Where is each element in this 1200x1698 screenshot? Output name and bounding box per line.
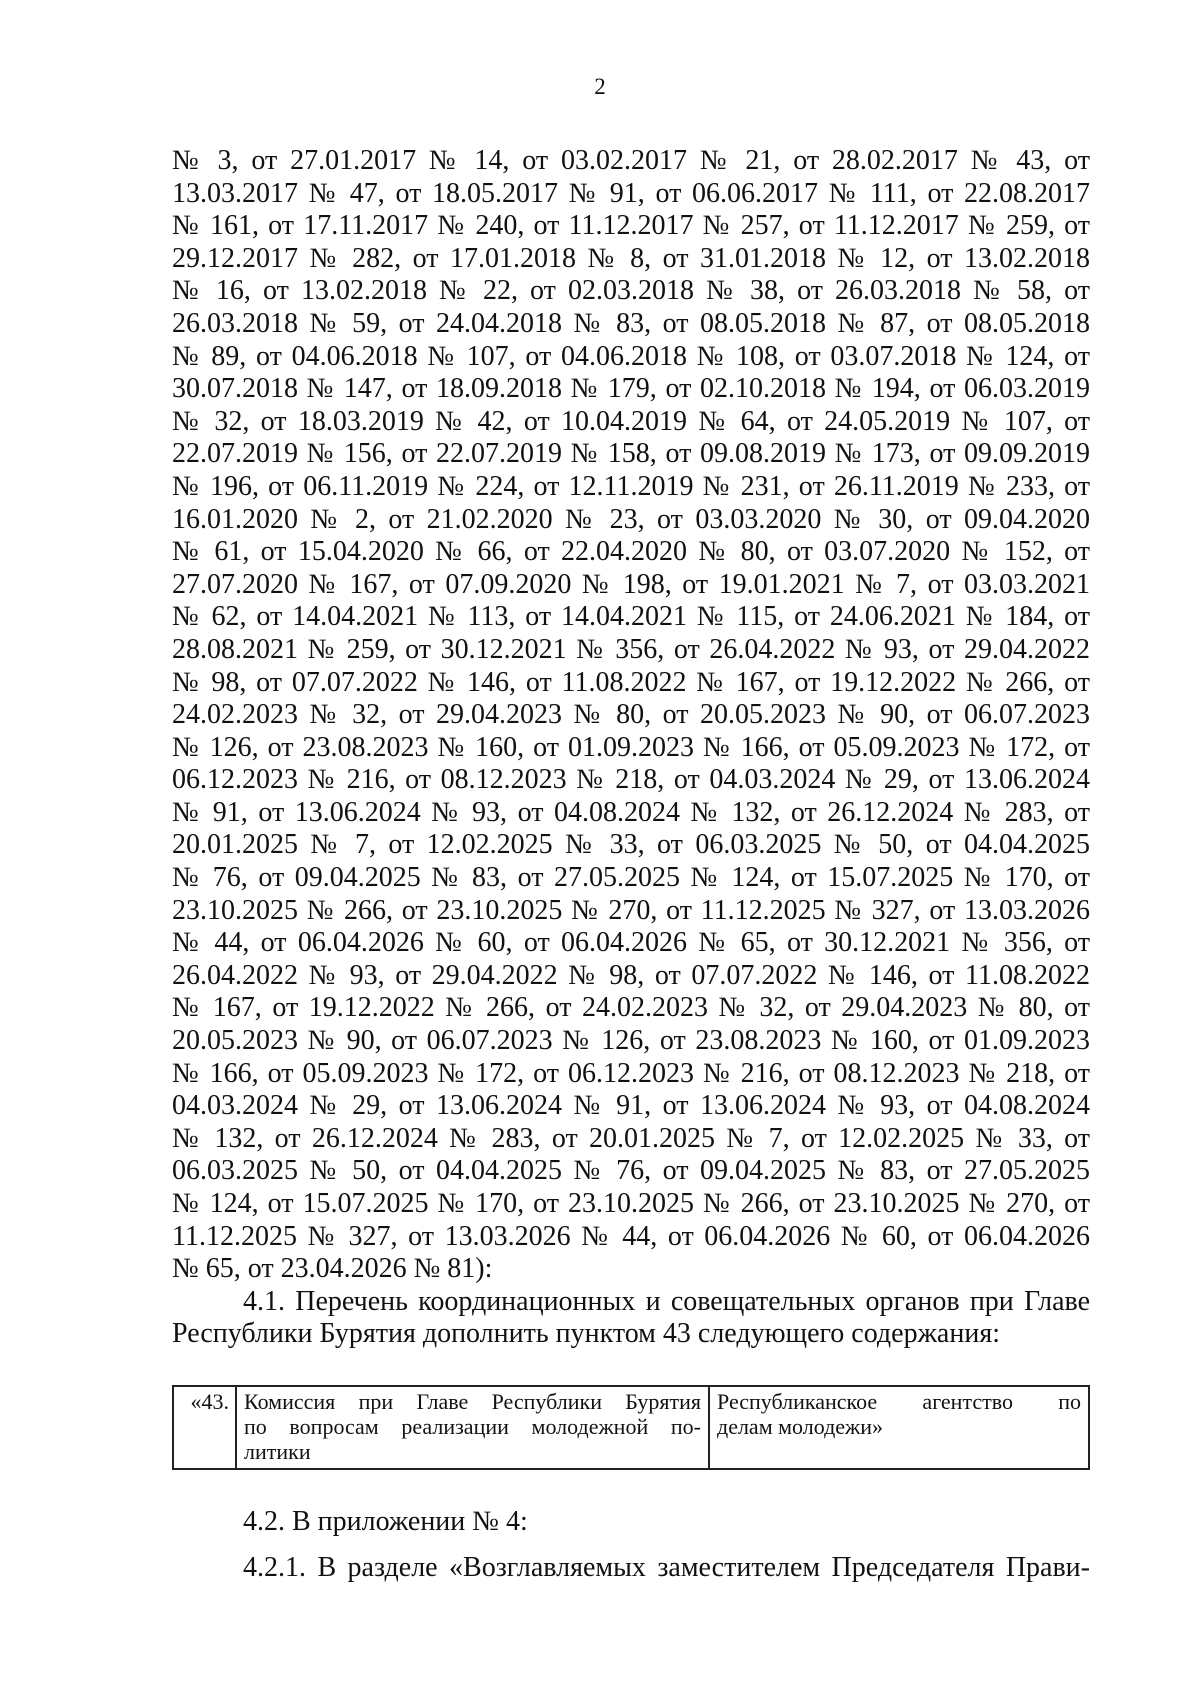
committee-name-line: литики <box>244 1439 311 1464</box>
clause-4-1-line: Республики Бурятия дополнить пунктом 43 следующего содержания: <box>172 1318 1000 1350</box>
text-line: 20.05.2023 № 90, от 06.07.2023 № 126, от 23.08.2023 № 160, от 01.09.2023 <box>172 1025 1090 1057</box>
text-line: 23.10.2025 № 266, от 23.10.2025 № 270, от 11.12.2025 № 327, от 13.03.2026 <box>172 894 1090 926</box>
text-line: 13.03.2017 № 47, от 18.05.2017 № 91, от 06.06.2017 № 111, от 22.08.2017 <box>172 177 1090 209</box>
text-line: 04.03.2024 № 29, от 13.06.2024 № 91, от 13.06.2024 № 93, от 04.08.2024 <box>172 1090 1090 1122</box>
text-line: 24.02.2023 № 32, от 29.04.2023 № 80, от 20.05.2023 № 90, от 06.07.2023 <box>172 699 1090 731</box>
table-row <box>173 1386 1089 1469</box>
text-line: 26.03.2018 № 59, от 24.04.2018 № 83, от 08.05.2018 № 87, от 08.05.2018 <box>172 307 1090 339</box>
clause-4-1-line: 4.1. Перечень координационных и совещательных органов при Главе <box>243 1285 1090 1317</box>
text-line: 11.12.2025 № 327, от 13.03.2026 № 44, от 06.04.2026 № 60, от 06.04.2026 <box>172 1220 1090 1252</box>
text-line: № 166, от 05.09.2023 № 172, от 06.12.2023 № 216, от 08.12.2023 № 218, от <box>172 1057 1090 1089</box>
committee-table <box>172 1385 1090 1470</box>
text-line: № 132, от 26.12.2024 № 283, от 20.01.2025 № 7, от 12.02.2025 № 33, от <box>172 1122 1090 1154</box>
text-line: № 124, от 15.07.2025 № 170, от 23.10.2025 № 266, от 23.10.2025 № 270, от <box>172 1188 1090 1219</box>
clause-4-2-1: 4.2.1. В разделе «Возглавляемых заместителем Председателя Прави- <box>243 1552 1090 1583</box>
responsible-agency-cell <box>709 1386 1089 1469</box>
text-line: 26.04.2022 № 93, от 29.04.2022 № 98, от 07.07.2022 № 146, от 11.08.2022 <box>172 959 1090 991</box>
text-line: № 65, от 23.04.2026 № 81): <box>172 1253 493 1285</box>
text-line: 28.08.2021 № 259, от 30.12.2021 № 356, от 26.04.2022 № 93, от 29.04.2022 <box>172 633 1090 665</box>
row-number: «43. <box>190 1389 229 1414</box>
text-line: 06.12.2023 № 216, от 08.12.2023 № 218, от 04.03.2024 № 29, от 13.06.2024 <box>172 764 1090 796</box>
text-line: 30.07.2018 № 147, от 18.09.2018 № 179, от 02.10.2018 № 194, от 06.03.2019 <box>172 373 1090 405</box>
agency-line: делам молодежи» <box>717 1414 884 1439</box>
clause-4-2: 4.2. В приложении № 4: <box>243 1506 528 1537</box>
committee-name-line: по вопросам реализации молодежной по- <box>244 1414 701 1439</box>
text-line: 29.12.2017 № 282, от 17.01.2018 № 8, от 31.01.2018 № 12, от 13.02.2018 <box>172 242 1090 274</box>
text-line: 06.03.2025 № 50, от 04.04.2025 № 76, от 09.04.2025 № 83, от 27.05.2025 <box>172 1155 1090 1187</box>
text-line: 22.07.2019 № 156, от 22.07.2019 № 158, от 09.08.2019 № 173, от 09.09.2019 <box>172 438 1090 470</box>
text-line: № 76, от 09.04.2025 № 83, от 27.05.2025 № 124, от 15.07.2025 № 170, от <box>172 862 1090 894</box>
text-line: № 32, от 18.03.2019 № 42, от 10.04.2019 № 64, от 24.05.2019 № 107, от <box>172 405 1090 437</box>
text-line: № 167, от 19.12.2022 № 266, от 24.02.2023 № 32, от 29.04.2023 № 80, от <box>172 992 1090 1024</box>
text-line: № 98, от 07.07.2022 № 146, от 11.08.2022 № 167, от 19.12.2022 № 266, от <box>172 666 1090 698</box>
row-number-cell <box>173 1386 236 1469</box>
committee-name-line: Комиссия при Главе Республики Бурятия <box>244 1389 701 1414</box>
committee-name-cell <box>236 1386 709 1469</box>
text-line: № 91, от 13.06.2024 № 93, от 04.08.2024 № 132, от 26.12.2024 № 283, от <box>172 796 1090 828</box>
agency-line: Республиканское агентство по <box>717 1389 1081 1414</box>
text-line: № 61, от 15.04.2020 № 66, от 22.04.2020 № 80, от 03.07.2020 № 152, от <box>172 536 1090 568</box>
page-number: 2 <box>594 74 606 99</box>
text-line: № 3, от 27.01.2017 № 14, от 03.02.2017 № 21, от 28.02.2017 № 43, от <box>172 145 1090 176</box>
text-line: № 161, от 17.11.2017 № 240, от 11.12.2017 № 257, от 11.12.2017 № 259, от <box>172 210 1090 242</box>
text-line: № 89, от 04.06.2018 № 107, от 04.06.2018 № 108, от 03.07.2018 № 124, от <box>172 340 1090 372</box>
text-line: 27.07.2020 № 167, от 07.09.2020 № 198, от 19.01.2021 № 7, от 03.03.2021 <box>172 568 1090 600</box>
text-line: № 196, от 06.11.2019 № 224, от 12.11.2019 № 231, от 26.11.2019 № 233, от <box>172 470 1090 502</box>
text-line: № 16, от 13.02.2018 № 22, от 02.03.2018 № 38, от 26.03.2018 № 58, от <box>172 275 1090 307</box>
text-line: 20.01.2025 № 7, от 12.02.2025 № 33, от 06.03.2025 № 50, от 04.04.2025 <box>172 829 1090 861</box>
text-line: № 62, от 14.04.2021 № 113, от 14.04.2021 № 115, от 24.06.2021 № 184, от <box>172 601 1090 633</box>
amendment-list-text <box>172 145 1090 1351</box>
text-line: № 44, от 06.04.2026 № 60, от 06.04.2026 № 65, от 30.12.2021 № 356, от <box>172 927 1090 959</box>
text-line: № 126, от 23.08.2023 № 160, от 01.09.2023 № 166, от 05.09.2023 № 172, от <box>172 731 1090 763</box>
text-line: 16.01.2020 № 2, от 21.02.2020 № 23, от 03.03.2020 № 30, от 09.04.2020 <box>172 503 1090 535</box>
